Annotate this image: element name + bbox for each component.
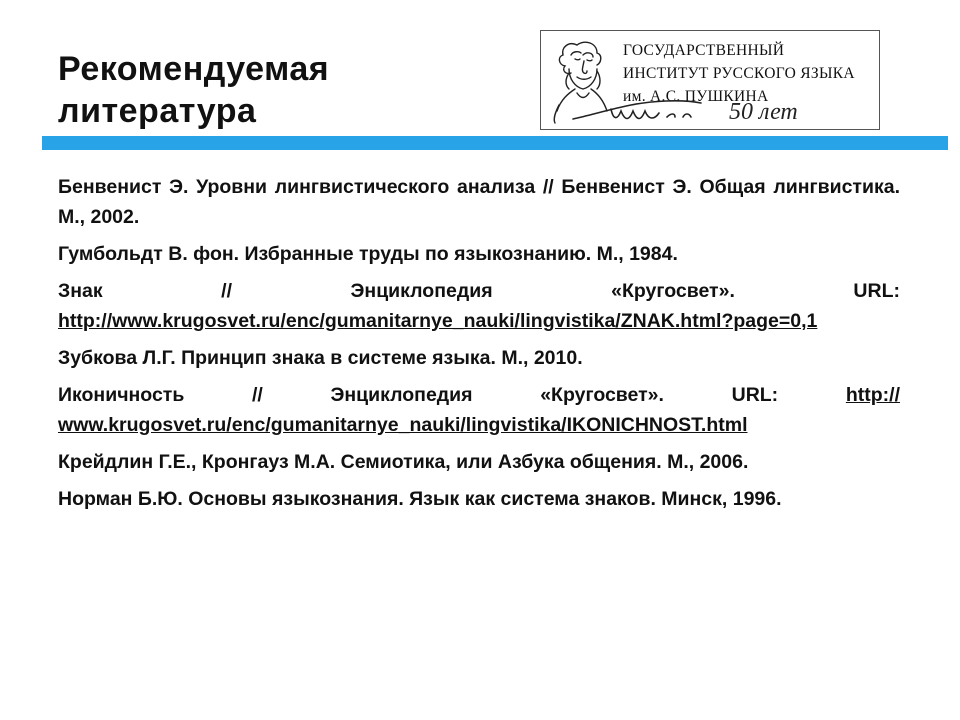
reference-text: Зубкова Л.Г. Принцип знака в системе языка. М., 2010. — [58, 347, 583, 369]
reference-item-zubkova — [58, 342, 900, 374]
reference-text: Гумбольдт В. фон. Избранные труды по языкознанию. М., 1984. — [58, 243, 678, 265]
reference-item-norman — [58, 484, 900, 514]
logo-line-1: ГОСУДАРСТВЕННЫЙ — [623, 42, 785, 59]
logo-line-2: ИНСТИТУТ РУССКОГО ЯЗЫКА — [623, 65, 855, 82]
institute-logo — [540, 30, 880, 130]
reference-item-ikonichnost — [58, 380, 900, 440]
reference-text: Бенвенист Э. Уровни лингвистического анализа // Бенвенист Э. Общая лингвистика. М., 2002. — [58, 176, 900, 228]
reference-text: Иконичность // Энциклопедия «Кругосвет». URL: — [58, 384, 846, 406]
signature-50-years — [571, 95, 841, 125]
reference-item-benveniste — [58, 172, 900, 232]
reference-text: Норман Б.Ю. Основы языкознания. Язык как система знаков. Минск, 1996. — [58, 488, 782, 510]
reference-item-kreydlin — [58, 446, 900, 478]
reference-item-znak — [58, 276, 900, 336]
slide-title — [58, 48, 458, 132]
reference-text: Крейдлин Г.Е., Кронгауз М.А. Семиотика, или Азбука общения. М., 2006. — [58, 451, 749, 473]
accent-bar — [42, 136, 948, 150]
signature-text: 50 лет — [729, 99, 798, 125]
logo-line-3: им. А.С. ПУШКИНА — [623, 88, 769, 105]
reference-text: Знак // Энциклопедия «Кругосвет». URL: — [58, 280, 900, 302]
slide-title-line-2: литература — [58, 92, 257, 130]
slide-title-line-1: Рекомендуемая — [58, 50, 330, 88]
reference-link-ikonichnost[interactable]: http:// www.krugosvet.ru/enc/gumanitarnye_nauki/lingvistika/IKONICHNOST.html — [58, 384, 900, 436]
reference-link-znak[interactable]: http://www.krugosvet.ru/enc/gumanitarnye_nauki/lingvistika/ZNAK.html?page=0,1 — [58, 310, 818, 332]
reference-item-humboldt — [58, 238, 900, 270]
reference-list — [58, 172, 900, 520]
